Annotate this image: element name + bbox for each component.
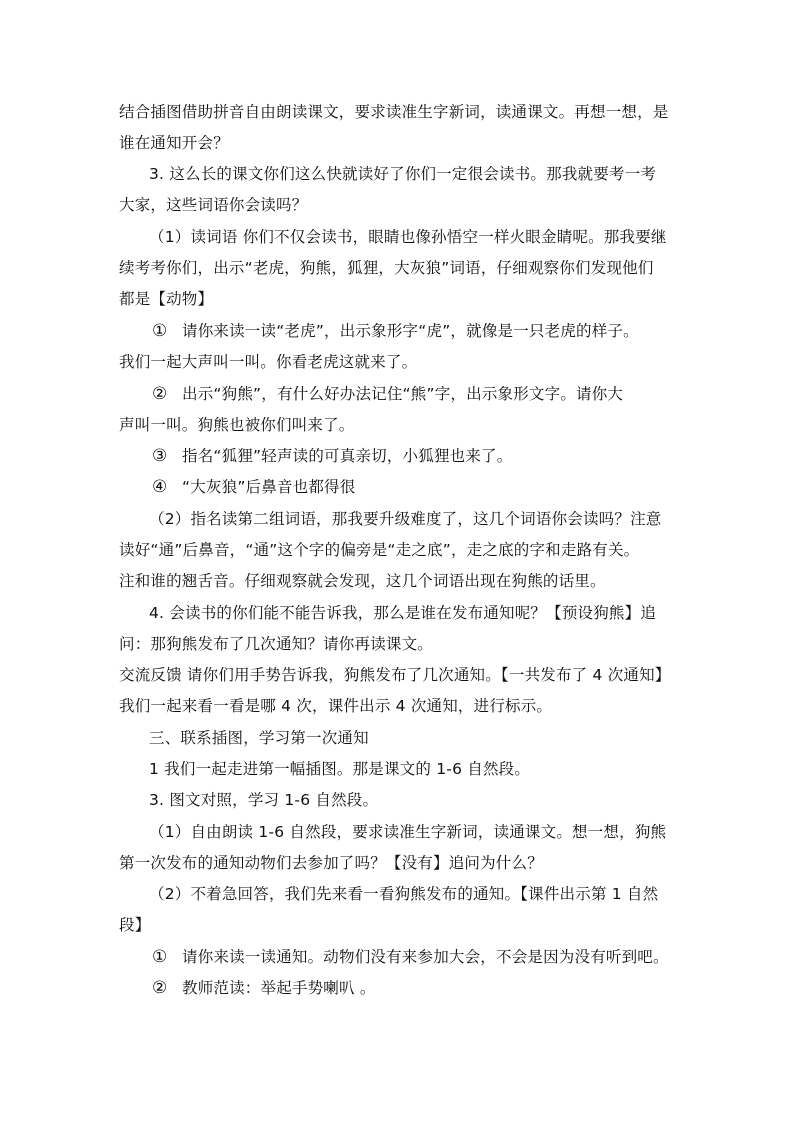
- list-item: [152, 384, 712, 404]
- text-line: 我们一起来看一看是哪 4 次，课件出示 4 次通知，进行标示。: [119, 697, 553, 715]
- text-line: （2）不着急回答，我们先来看一看狗熊发布的通知。【课件出示第 1 自然: [149, 885, 659, 903]
- text-line: 交流反馈 请你们用手势告诉我，狗熊发布了几次通知。【一共发布了 4 次通知】: [119, 666, 671, 684]
- text-line: 结合插图借助拼音自由朗读课文，要求读准生字新词，读通课文。再想一想，是: [119, 103, 669, 121]
- circled-number-3: ③: [152, 446, 168, 466]
- text-line: 大家，这些词语你会读吗？: [119, 196, 308, 214]
- text-line: 都是【动物】: [119, 290, 214, 308]
- text-line: （1）自由朗读 1-6 自然段，要求读准生字新词，读通课文。想一想，狗熊: [149, 823, 667, 841]
- text-line: 谁在通知开会？: [119, 134, 229, 152]
- circled-number-1: ①: [152, 321, 168, 341]
- list-item: [152, 446, 712, 466]
- list-item: [152, 477, 712, 497]
- text-line: 声叫一叫。狗熊也被你们叫来了。: [119, 416, 355, 434]
- list-item: [152, 978, 712, 998]
- text-line: 读好“通”后鼻音，“通”这个字的偏旁是“走之底”，走之底的字和走路有关。: [119, 541, 640, 559]
- circled-number-4: ④: [152, 477, 168, 497]
- text-line: 请你来读一读“老虎”，出示象形字“虎”，就像是一只老虎的样子。: [182, 322, 639, 340]
- text-line: 1 我们一起走进第一幅插图。那是课文的 1-6 自然段。: [149, 760, 531, 778]
- text-line: 4. 会读书的你们能不能告诉我，那么是谁在发布通知呢？【预设狗熊】追: [149, 604, 657, 622]
- text-line: 我们一起大声叫一叫。你看老虎这就来了。: [119, 353, 418, 371]
- circled-number-1: ①: [152, 947, 168, 967]
- text-line: 问：那狗熊发布了几次通知？请你再读课文。: [119, 635, 434, 653]
- text-line: 教师范读：举起手势喇叭 。: [182, 979, 376, 997]
- text-line: “大灰狼”后鼻音也都得很: [182, 478, 356, 496]
- text-line: （2）指名读第二组词语，那我要升级难度了，这几个词语你会读吗？注意: [149, 510, 662, 528]
- section-heading: 三、联系插图，学习第一次通知: [149, 729, 369, 747]
- list-item: [152, 321, 712, 341]
- text-line: 3. 图文对照，学习 1-6 自然段。: [149, 791, 379, 809]
- text-line: 请你来读一读通知。动物们没有来参加大会，不会是因为没有听到吧。: [182, 948, 669, 966]
- text-line: 3. 这么长的课文你们这么快就读好了你们一定很会读书。那我就要考一考: [149, 165, 657, 183]
- text-line: 指名“狐狸”轻声读的可真亲切，小狐狸也来了。: [182, 447, 513, 465]
- text-line: 段】: [119, 916, 151, 934]
- circled-number-2: ②: [152, 384, 168, 404]
- text-line: 出示“狗熊”，有什么好办法记住“熊”字，出示象形文字。请你大: [182, 385, 624, 403]
- list-item: [152, 947, 712, 967]
- text-line: 第一次发布的通知动物们去参加了吗？【没有】追问为什么？: [119, 854, 543, 872]
- text-line: 续考考你们，出示“老虎，狗熊，狐狸，大灰狼”词语，仔细观察你们发现他们: [119, 259, 654, 277]
- text-line: 注和谁的翘舌音。仔细观察就会发现，这几个词语出现在狗熊的话里。: [119, 572, 606, 590]
- text-line: （1）读词语 你们不仅会读书，眼睛也像孙悟空一样火眼金睛呢。那我要继: [149, 228, 667, 246]
- circled-number-2: ②: [152, 978, 168, 998]
